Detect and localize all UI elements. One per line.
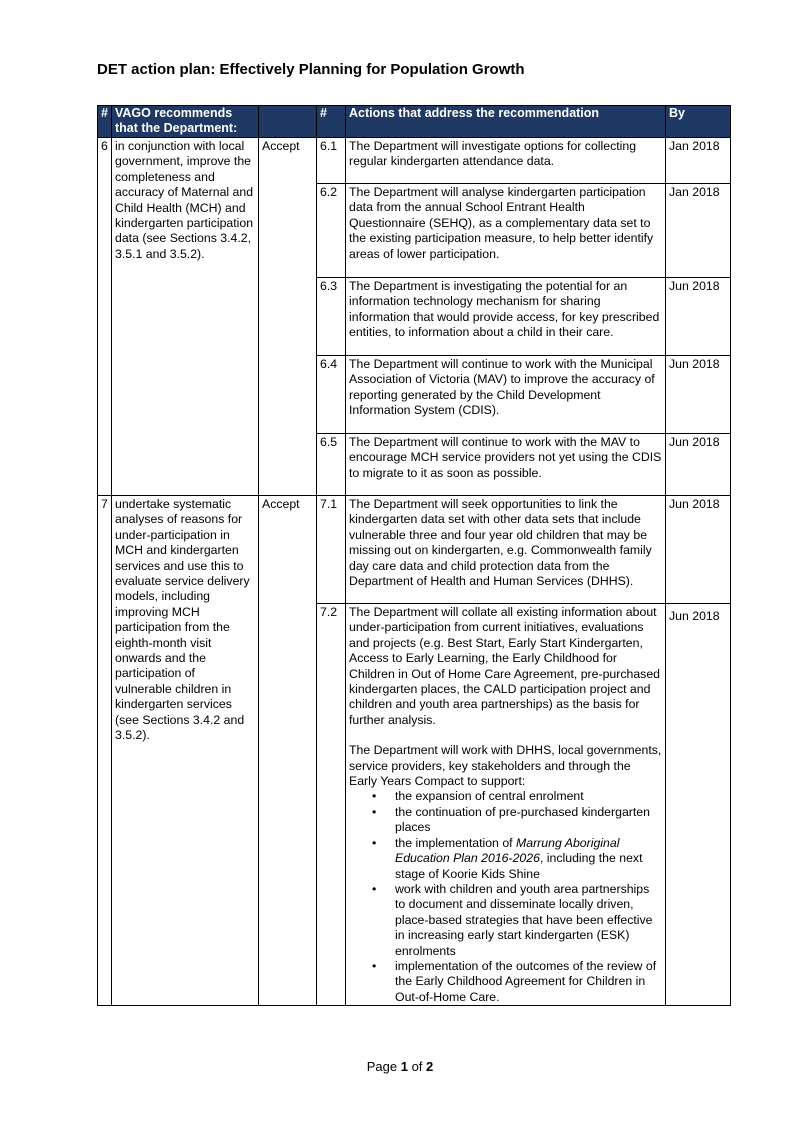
recommendation-number: 7 (98, 496, 112, 1006)
action-plan-table (97, 105, 731, 1006)
action-number: 7.1 (317, 496, 346, 604)
action-text: The Department will analyse kindergarten participation data from the annual School Entrant Health Questionnaire (SEHQ), as a complementary data set to the existing participation measure, to help better identify areas of lower participation. (346, 184, 666, 278)
action-due-date: Jun 2018 (666, 604, 731, 1006)
action-text: The Department will continue to work with the MAV to encourage MCH service providers not yet using the CDIS to migrate to it as soon as possible. (346, 434, 666, 496)
action-text: The Department will continue to work with the Municipal Association of Victoria (MAV) to improve the accuracy of reporting generated by the Child Development Information System (CDIS). (346, 356, 666, 434)
recommendation-text: in conjunction with local government, improve the completeness and accuracy of Maternal and Child Health (MCH) and kindergarten participation data (see Sections 3.4.2, 3.5.1 and 3.5.2). (112, 138, 259, 496)
action-text: The Department will investigate options for collecting regular kindergarten attendance data. (346, 138, 666, 184)
table-row (98, 496, 731, 604)
header-recommendation: VAGO recommends that the Department: (112, 106, 259, 138)
action-text (346, 604, 666, 1006)
table-row (98, 138, 731, 184)
header-response (259, 106, 317, 138)
page-number: 1 (400, 1059, 408, 1074)
action-due-date: Jun 2018 (666, 278, 731, 356)
document-title: DET action plan: Effectively Planning for Population Growth (97, 61, 525, 78)
action-due-date: Jun 2018 (666, 496, 731, 604)
action-number: 7.2 (317, 604, 346, 1006)
recommendation-number: 6 (98, 138, 112, 496)
action-number: 6.1 (317, 138, 346, 184)
page-total: 2 (426, 1059, 434, 1074)
action-number: 6.2 (317, 184, 346, 278)
header-action-num: # (317, 106, 346, 138)
action-number: 6.3 (317, 278, 346, 356)
action-due-date: Jan 2018 (666, 184, 731, 278)
action-paragraph: The Department will work with DHHS, local governments, service providers, key stakeholders and through the Early Years Compact to support: (349, 743, 662, 789)
recommendation-response: Accept (259, 496, 317, 1006)
header-by: By (666, 106, 731, 138)
list-item: • the continuation of pre-purchased kindergarten places (395, 805, 662, 836)
page-footer (0, 1059, 800, 1074)
action-number: 6.4 (317, 356, 346, 434)
list-item: • the expansion of central enrolment (395, 789, 662, 804)
action-due-date: Jan 2018 (666, 138, 731, 184)
list-item: • implementation of the outcomes of the review of the Early Childhood Agreement for Children in Out-of-Home Care. (395, 959, 662, 1005)
recommendation-text: undertake systematic analyses of reasons for under-participation in MCH and kindergarten services and use this to evaluate service delivery models, including improving MCH participation from the eighth-month visit onwards and the participation of vulnerable children in kindergarten services (see Sections 3.4.2 and 3.5.2). (112, 496, 259, 1006)
action-number: 6.5 (317, 434, 346, 496)
action-due-date: Jun 2018 (666, 356, 731, 434)
list-item: • work with children and youth area partnerships to document and disseminate locally driven, place-based strategies that have been effective in increasing early start kindergarten (ESK) enrolments (395, 882, 662, 959)
header-actions: Actions that address the recommendation (346, 106, 666, 138)
plan-title: Marrung Aboriginal Education Plan 2016-2026 (395, 835, 620, 866)
list-item (395, 836, 662, 882)
list-item-text: the implementation of (395, 835, 516, 850)
action-paragraph: The Department will collate all existing information about under-participation from current initiatives, evaluations and projects (e.g. Best Start, Early Start Kindergarten, Access to Early Learning, the Early Childhood for Children in Out of Home Care Agreement, pre-purchased kindergarten places, the CALD participation project and children and youth area partnerships) as the basis for further analysis. (349, 605, 660, 727)
action-bullet-list (349, 789, 662, 1005)
action-due-date: Jun 2018 (666, 434, 731, 496)
action-text: The Department is investigating the potential for an information technology mechanism for sharing information that would provide access, for key prescribed entities, to information about a child in their care. (346, 278, 666, 356)
page-label: Page (366, 1059, 398, 1074)
recommendation-response: Accept (259, 138, 317, 496)
action-text: The Department will seek opportunities to link the kindergarten data set with other data sets that include vulnerable three and four year old children that may be missing out on kindergarten, e.g. Commonwealth family day care data and child protection data from the Department of Health and Human Services (DHHS). (346, 496, 666, 604)
header-row (98, 106, 731, 138)
header-num: # (98, 106, 112, 138)
page-of-label: of (411, 1059, 423, 1074)
list-item-text: , including the next stage of Koorie Kids Shine (395, 851, 643, 881)
